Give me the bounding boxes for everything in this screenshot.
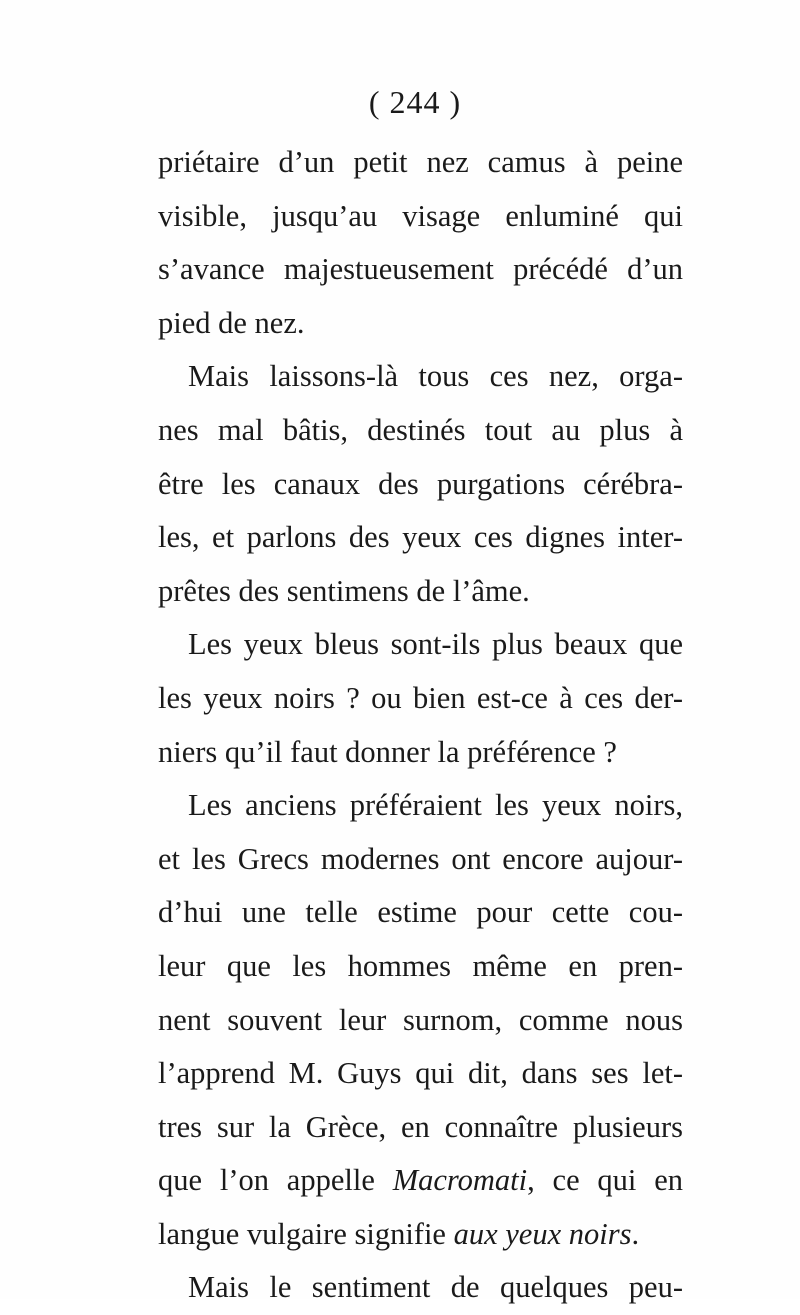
- text-line: nes mal bâtis, destinés tout au plus à: [158, 412, 683, 447]
- text-line: [158, 1154, 683, 1208]
- italic-word-macromati: Macromati: [392, 1163, 528, 1198]
- text-line: prêtes des sentimens de l’âme.: [158, 573, 530, 608]
- text-line: les, et parlons des yeux ces dignes inter-: [158, 520, 683, 555]
- text-line: l’apprend M. Guys qui dit, dans ses let-: [158, 1056, 683, 1091]
- text-line: Mais le sentiment de quelques peu-: [188, 1270, 683, 1305]
- text-line: Mais laissons-là tous ces nez, orga-: [188, 359, 683, 394]
- page-number: ( 244 ): [368, 84, 462, 120]
- text-line: [158, 1208, 683, 1262]
- text-line: priétaire d’un petit nez camus à peine: [158, 145, 683, 179]
- text-segment: , ce qui en: [527, 1163, 683, 1198]
- text-segment: que l’on appelle: [158, 1163, 393, 1198]
- body-text: [158, 136, 683, 1315]
- text-line: d’hui une telle estime pour cette cou-: [158, 895, 683, 930]
- text-line: leur que les hommes même en pren-: [158, 948, 683, 983]
- text-line: Les yeux bleus sont-ils plus beaux que: [188, 627, 683, 662]
- italic-phrase-aux-yeux-noirs: aux yeux noirs: [453, 1216, 632, 1251]
- text-line: pied de nez.: [158, 305, 305, 340]
- text-line: nent souvent leur surnom, comme nous: [158, 1002, 683, 1037]
- text-line: s’avance majestueusement précédé d’un: [158, 252, 683, 287]
- text-line: niers qu’il faut donner la préférence ?: [158, 734, 617, 769]
- text-line: être les canaux des purgations cérébra-: [158, 466, 683, 501]
- text-segment: langue vulgaire signifie: [158, 1216, 454, 1251]
- text-line: visible, jusqu’au visage enluminé qui: [158, 198, 683, 233]
- text-line: les yeux noirs ? ou bien est-ce à ces der-: [158, 680, 683, 715]
- text-line: et les Grecs modernes ont encore aujour-: [158, 841, 683, 876]
- text-line: tres sur la Grèce, en connaître plusieurs: [158, 1109, 683, 1144]
- text-line: Les anciens préféraient les yeux noirs,: [188, 788, 683, 823]
- text-segment: .: [631, 1216, 640, 1251]
